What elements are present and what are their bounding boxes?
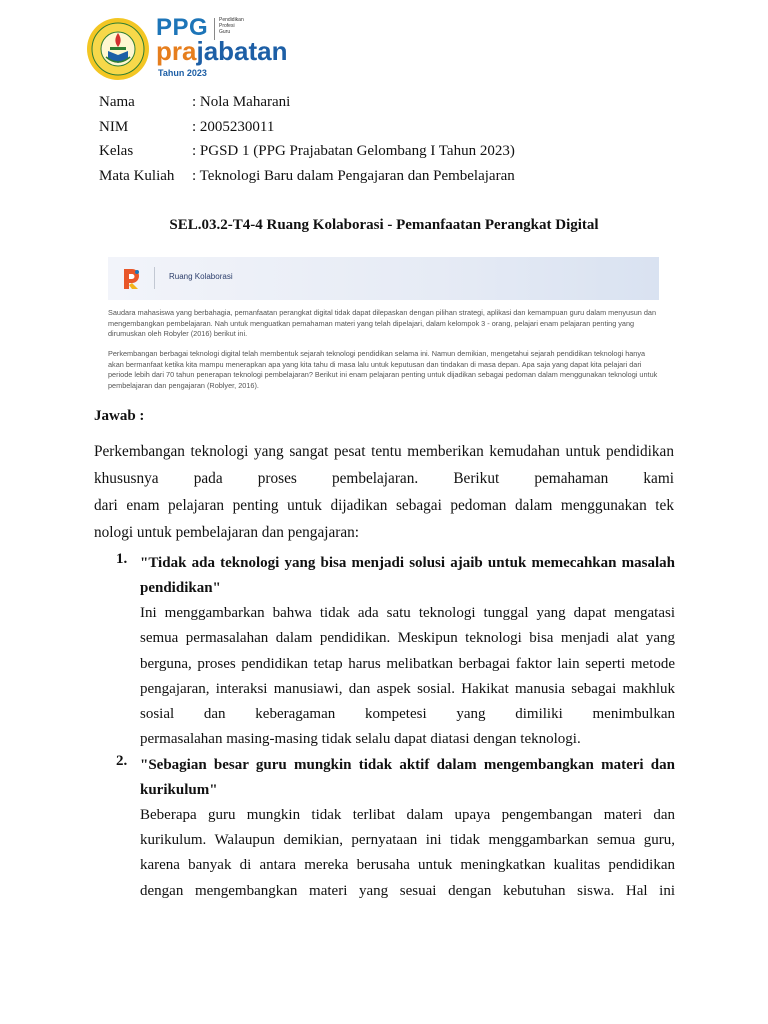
identity-value: : Nola Maharani [192, 94, 291, 110]
tagline-line: Pendidikan [219, 17, 244, 23]
document-title: SEL.03.2-T4-4 Ruang Kolaborasi - Pemanfaatan Perangkat Digital [169, 217, 599, 233]
logo-year: Tahun 2023 [158, 68, 207, 78]
banner-divider [154, 267, 155, 289]
r-logo-icon [122, 267, 142, 291]
intro-line: nologi untuk pembelajaran dan pengajaran: [94, 524, 360, 541]
item-number: 2. [116, 752, 128, 769]
item-body [140, 803, 675, 904]
screenshot-paragraph: Saudara mahasiswa yang berbahagia, pemanfaatan perangkat digital tidak dapat dilepaskan dengan pilihan strategi, aplikasi dan kemampuan guru dalam menyusun dan mengembangkan pembelajaran. Nah untuk menguatkan pemahaman materi yang telah dipelajari, dalam kelompok 3 - orang, pelajari enam pelajaran penting yang dirumuskan oleh Robyler (2016) berikut ini. [108, 308, 657, 338]
identity-value: : Teknologi Baru dalam Pengajaran dan Pembelajaran [192, 167, 515, 184]
identity-value: : PGSD 1 (PPG Prajabatan Gelombang I Tahun 2023) [192, 143, 515, 159]
intro-paragraph [94, 438, 674, 546]
university-seal-logo [86, 17, 150, 81]
ppg-prajabatan-logo [156, 14, 306, 84]
prajabatan-accent: pra [156, 36, 197, 66]
lessons-list [116, 551, 675, 904]
screenshot-paragraph: Perkembangan berbagai teknologi digital telah membentuk sejarah teknologi pendidikan selama ini. Namun demikian, mengetahui sejarah pendidikan teknologi hanya akan bermanfaat ketika kita mampu menerapkan apa yang kita tahu di masa lalu untuk keputusan dan tindakan di masa depan. Apa saja yang dapat kita pelajari dari periode lebih dari 70 tahun penerapan teknologi pembelajaran? Berikut ini enam pelajaran penting untuk dijadikan sebagai pedoman dalam menggunakan teknologi untuk pembelajaran dan pengajaran (Roblyer, 2016). [108, 349, 658, 390]
identity-label: Mata Kuliah [99, 167, 175, 184]
body-line: karena banyak di antara mereka berusaha untuk meningkatkan kualitas pendidikan [140, 857, 675, 874]
ruang-kolaborasi-banner [108, 257, 659, 300]
ppg-wordmark: PPG [156, 14, 209, 41]
item-heading: "Sebagian besar guru mungkin tidak aktif dalam mengembangkan materi dan kurikulum" [140, 756, 675, 798]
prajabatan-rest: jabatan [196, 36, 288, 66]
intro-line: dari enam pelajaran penting untuk dijadikan sebagai pedoman dalam menggunakan tek [94, 497, 674, 514]
identity-value: : 2005230011 [192, 118, 275, 135]
identity-label: NIM [99, 118, 129, 135]
body-line: Beberapa guru mungkin tidak terlibat dalam upaya pengembangan materi dan [140, 806, 675, 823]
intro-line: khususnya pada proses pembelajaran. Berikut pemahaman kami [94, 470, 674, 487]
body-line: sosial dan keberagaman kompetesi yang dimiliki menimbulkan [140, 706, 675, 723]
identity-label: Kelas [99, 143, 134, 159]
body-line: berguna, proses pendidikan tetap harus melibatkan berbagai faktor lain seperti metode [140, 655, 675, 672]
ppg-tagline [219, 17, 259, 35]
item-heading: "Tidak ada teknologi yang bisa menjadi solusi ajaib untuk memecahkan masalah pendidikan" [140, 555, 675, 596]
list-item [116, 551, 675, 753]
body-line: semua permasalahan dalam pendidikan. Meskipun teknologi bisa menjadi alat yang [140, 630, 675, 647]
list-item [116, 753, 675, 904]
item-number: 1. [116, 551, 128, 567]
body-line: permasalahan masing-masing tidak selalu dapat diatasi dengan teknologi. [140, 731, 581, 748]
intro-line: Perkembangan teknologi yang sangat pesat tentu memberikan kemudahan untuk pendidikan [94, 443, 674, 460]
tagline-line: Profesi [219, 23, 235, 29]
item-body [140, 601, 675, 753]
body-line: kurikulum. Walaupun demikian, pernyataan ini tidak menggambarkan semua guru, [140, 832, 675, 849]
tagline-line: Guru [219, 29, 231, 35]
banner-title: Ruang Kolaborasi [169, 272, 233, 281]
body-line: dengan mengembangkan materi yang sesuai dengan kebutuhan siswa. Hal ini [140, 882, 675, 899]
identity-label: Nama [99, 94, 135, 110]
task-screenshot [108, 257, 659, 399]
body-line: Ini menggambarkan bahwa tidak ada satu teknologi tunggal yang dapat mengatasi [140, 605, 675, 621]
answer-label: Jawab : [94, 408, 145, 424]
prajabatan-wordmark [156, 36, 288, 67]
body-line: pengajaran, interaksi manusiawi, dan aspek sosial. Hakikat manusia sebagai makhluk [140, 680, 675, 697]
